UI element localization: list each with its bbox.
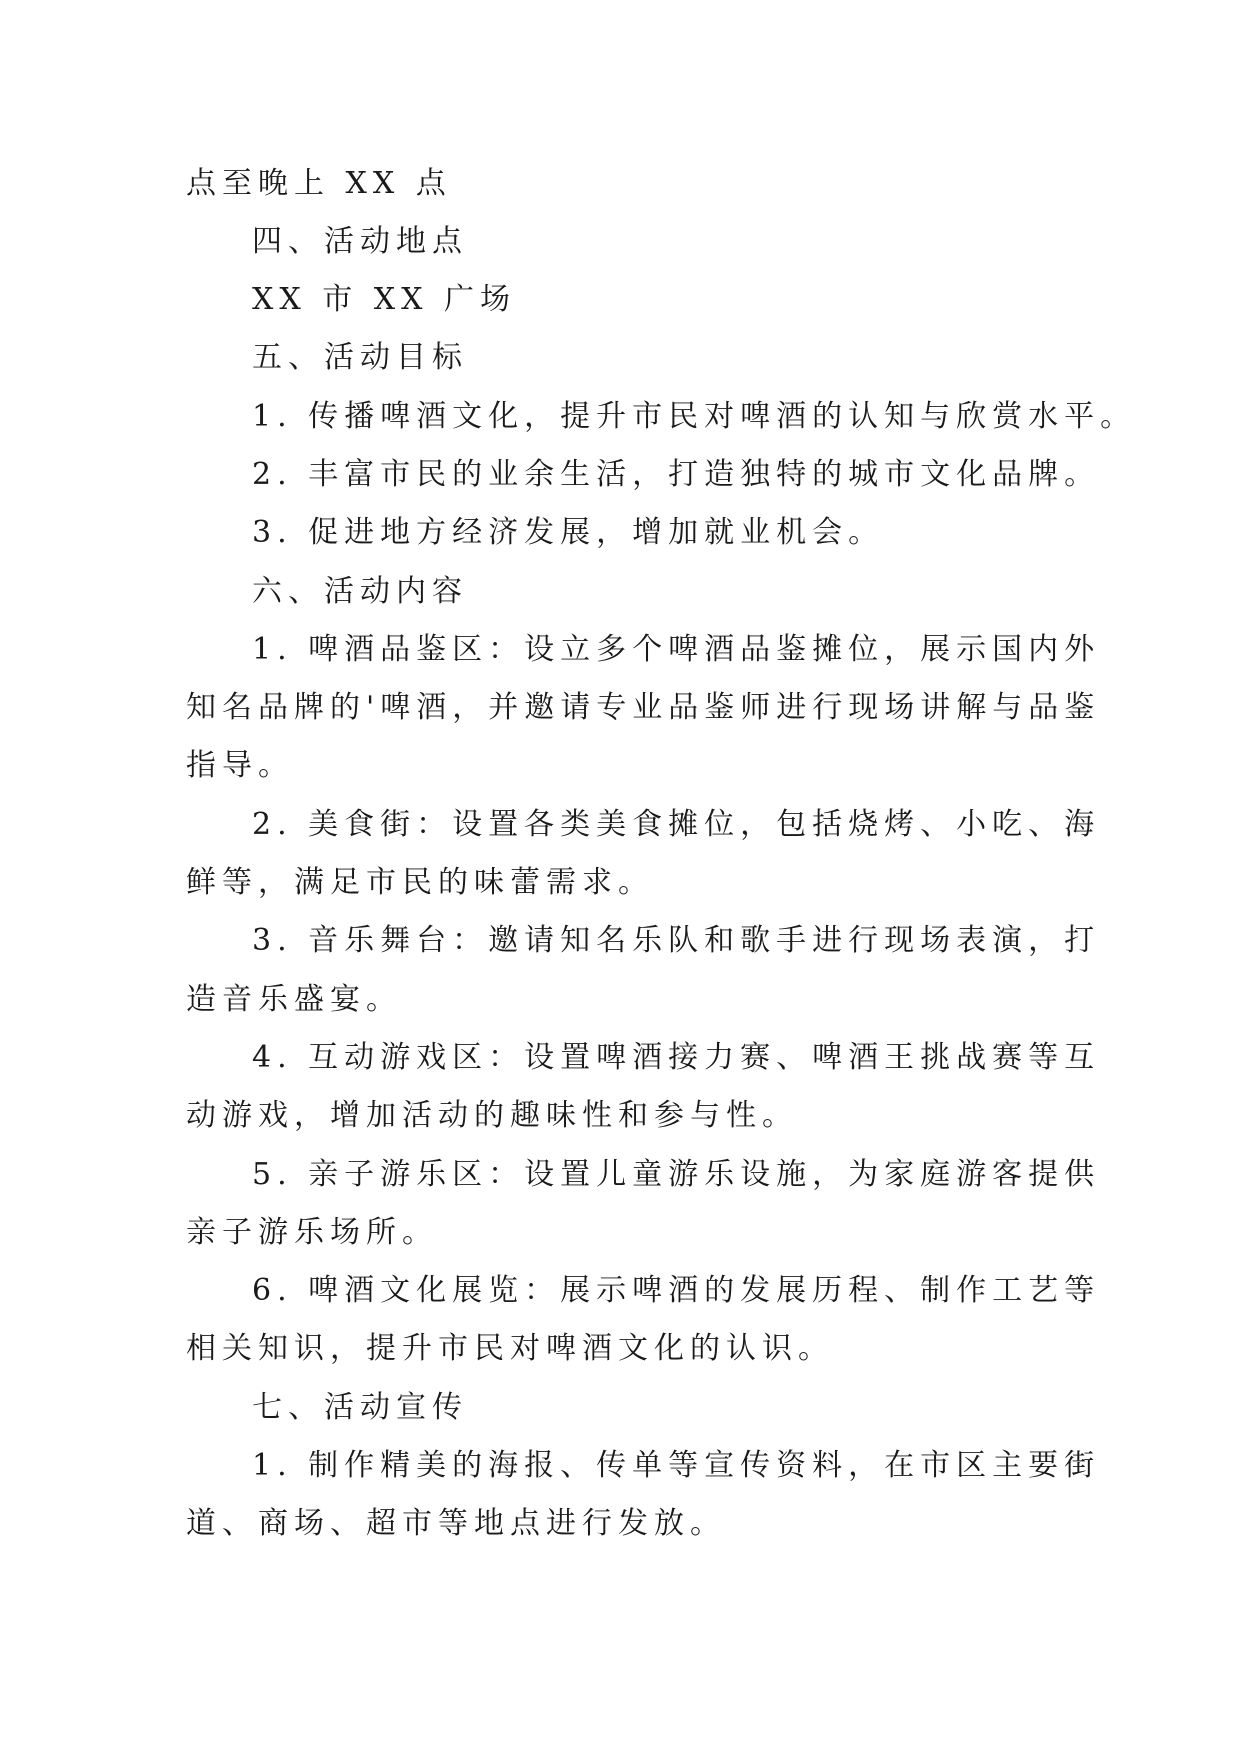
promo-item-1-line-1: 1. 制作精美的海报、传单等宣传资料，在市区主要街 (252, 1448, 1101, 1483)
section-heading-4: 四、活动地点 (252, 224, 468, 259)
content-item-5-line-1: 5. 亲子游乐区：设置儿童游乐设施，为家庭游客提供 (252, 1157, 1101, 1192)
content-item-6-line-1: 6. 啤酒文化展览：展示啤酒的发展历程、制作工艺等 (252, 1273, 1101, 1308)
goal-item-1: 1. 传播啤酒文化，提升市民对啤酒的认知与欣赏水平。 (252, 399, 1137, 434)
content-item-1-line-2: 知名品牌的'啤酒，并邀请专业品鉴师进行现场讲解与品鉴 (186, 690, 1101, 725)
content-item-2-line-1: 2. 美食街：设置各类美食摊位，包括烧烤、小吃、海 (252, 807, 1101, 842)
content-item-6-line-2: 相关知识，提升市民对啤酒文化的认识。 (186, 1331, 834, 1366)
location-text: XX 市 XX 广场 (252, 282, 517, 317)
section-heading-7: 七、活动宣传 (252, 1390, 468, 1425)
content-item-1-line-1: 1. 啤酒品鉴区：设立多个啤酒品鉴摊位，展示国内外 (252, 632, 1101, 667)
content-item-4-line-2: 动游戏，增加活动的趣味性和参与性。 (186, 1098, 798, 1133)
goal-item-2: 2. 丰富市民的业余生活，打造独特的城市文化品牌。 (252, 457, 1101, 492)
section-heading-6: 六、活动内容 (252, 574, 468, 609)
content-item-3-line-1: 3. 音乐舞台：邀请知名乐队和歌手进行现场表演，打 (252, 923, 1101, 958)
content-item-3-line-2: 造音乐盛宴。 (186, 982, 402, 1017)
content-item-4-line-1: 4. 互动游戏区：设置啤酒接力赛、啤酒王挑战赛等互 (252, 1040, 1101, 1075)
content-item-1-line-3: 指导。 (186, 748, 294, 783)
promo-item-1-line-2: 道、商场、超市等地点进行发放。 (186, 1506, 726, 1541)
content-item-2-line-2: 鲜等，满足市民的味蕾需求。 (186, 865, 654, 900)
section-heading-5: 五、活动目标 (252, 340, 468, 375)
goal-item-3: 3. 促进地方经济发展，增加就业机会。 (252, 515, 885, 550)
text-line-continuation: 点至晚上 XX 点 (186, 166, 452, 201)
content-item-5-line-2: 亲子游乐场所。 (186, 1215, 438, 1250)
